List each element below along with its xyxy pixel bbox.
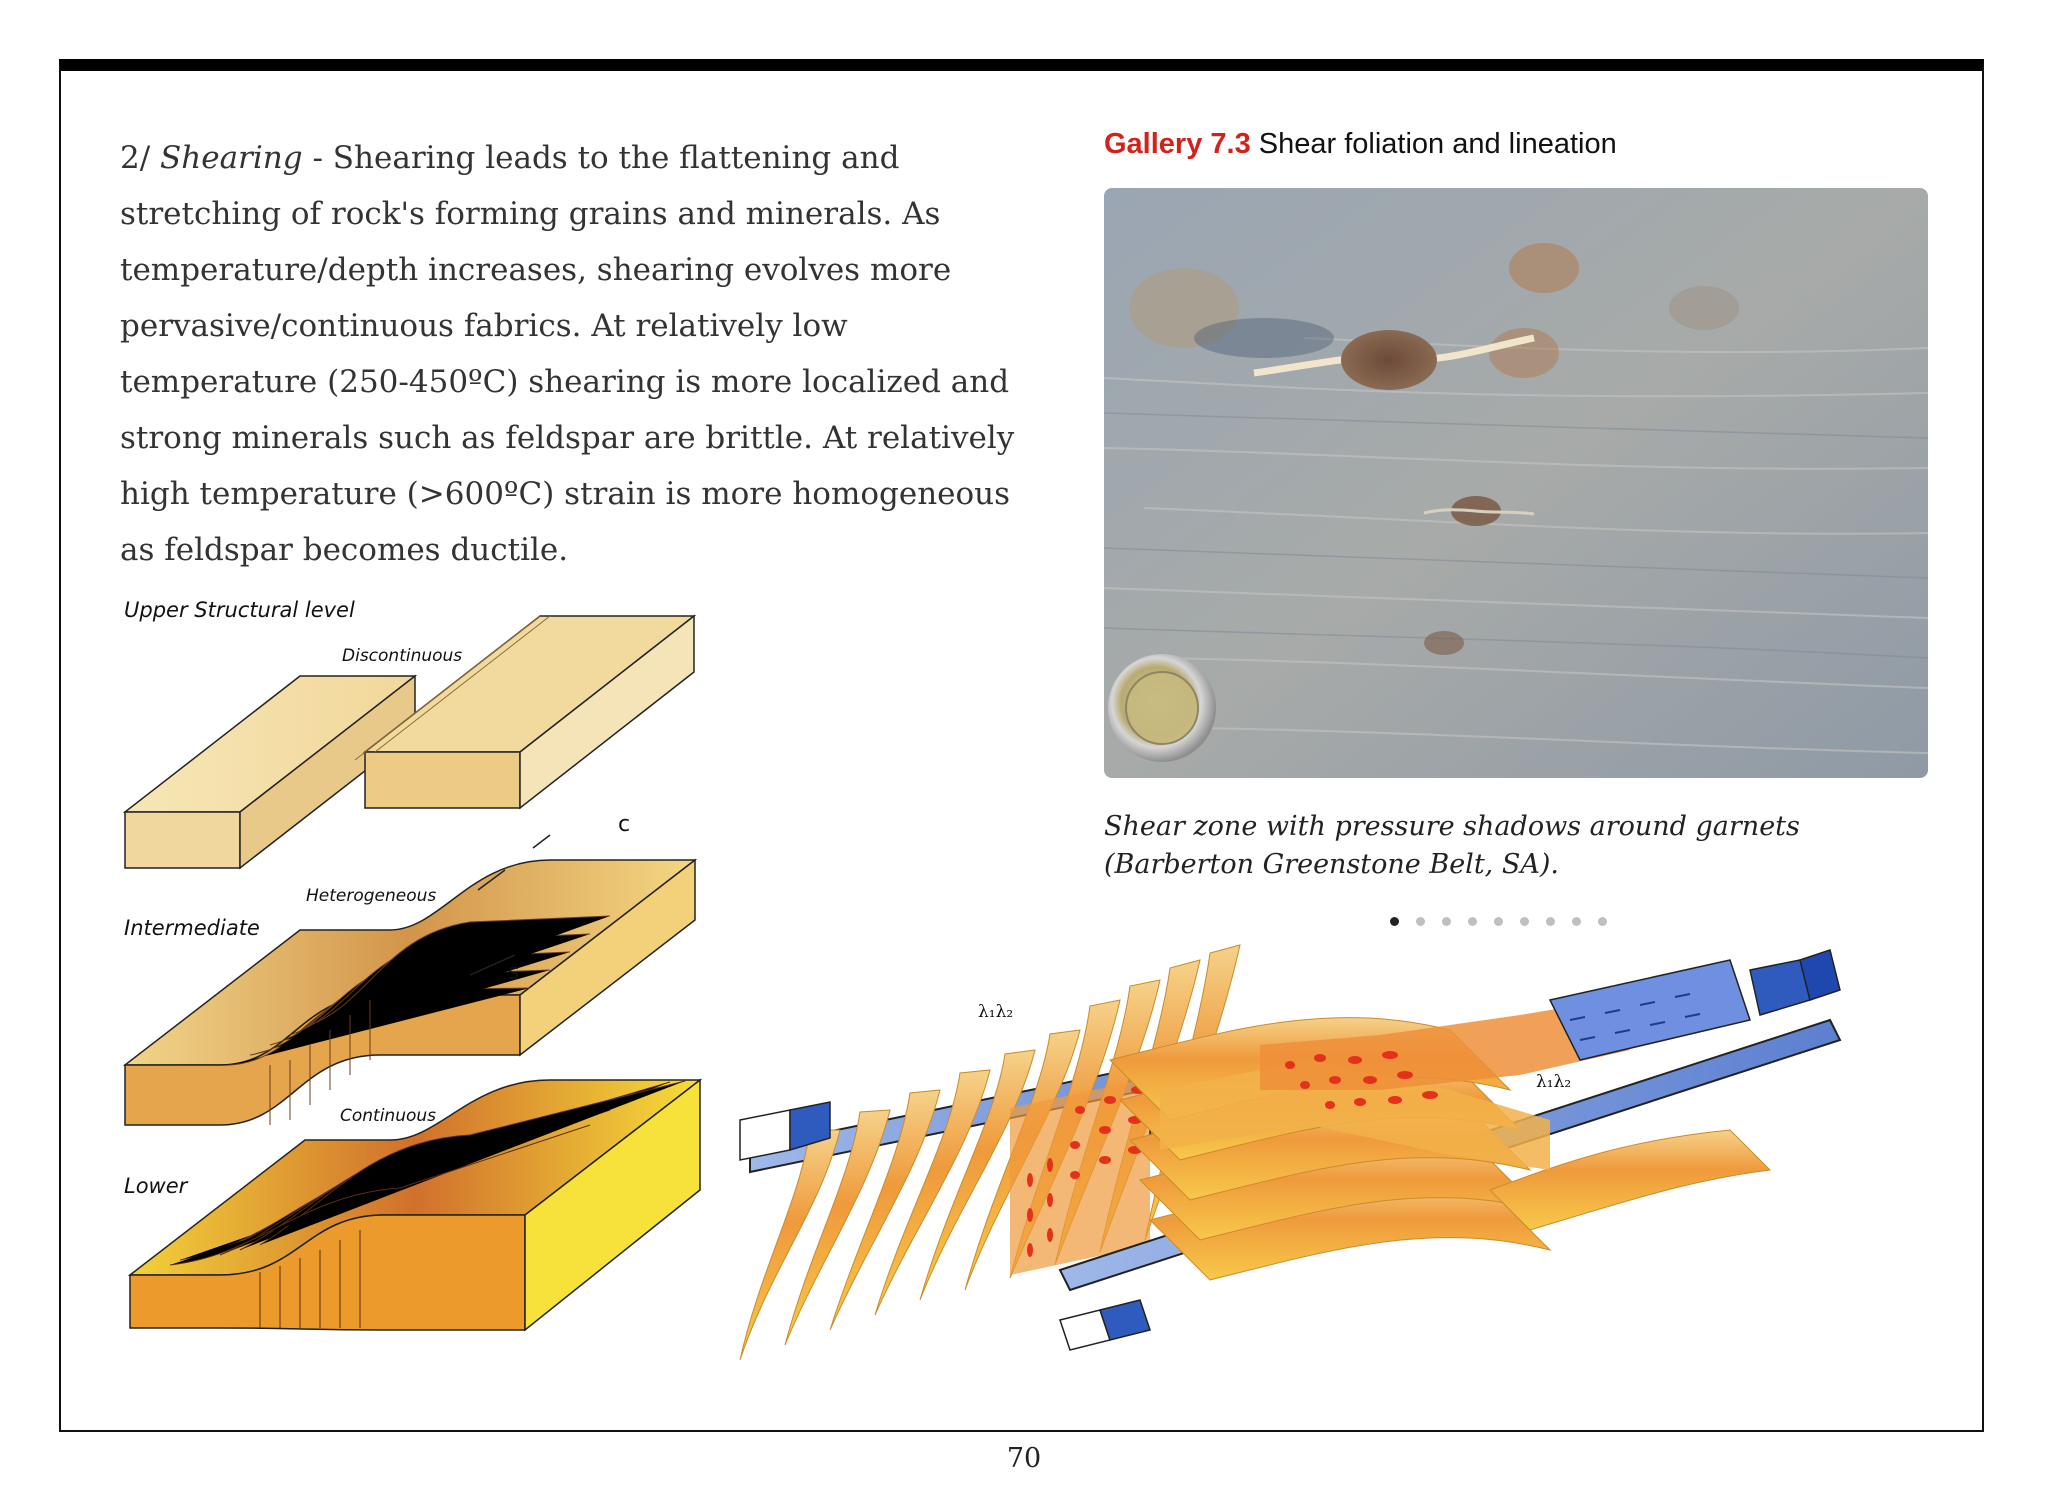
gallery-pagination (1390, 914, 1607, 928)
section-term: Shearing (160, 140, 303, 176)
gallery-title-text: Shear foliation and lineation (1258, 128, 1617, 160)
gallery-number: Gallery 7.3 (1104, 128, 1251, 160)
structural-levels-figure (110, 590, 730, 1350)
gallery-photo[interactable] (1104, 188, 1928, 778)
label-heterogeneous: Heterogeneous (306, 886, 437, 906)
pagination-dot[interactable] (1494, 917, 1503, 926)
body-paragraph (120, 130, 1050, 578)
section-number: 2/ (120, 140, 151, 176)
pagination-dot[interactable] (1572, 917, 1581, 926)
pagination-dot[interactable] (1546, 917, 1555, 926)
gallery-caption: Shear zone with pressure shadows around garnets (Barberton Greenstone Belt, SA). (1104, 811, 1800, 880)
pagination-dot[interactable] (1520, 917, 1529, 926)
shear-sheets-diagram (730, 940, 1910, 1380)
pagination-dot[interactable] (1442, 917, 1451, 926)
label-discontinuous: Discontinuous (342, 646, 463, 666)
label-s: s (508, 960, 520, 985)
structural-levels-diagram (110, 590, 730, 1350)
label-intermediate: Intermediate (124, 916, 260, 940)
gallery-title (1104, 128, 1617, 161)
pagination-dot[interactable] (1416, 917, 1425, 926)
pagination-dot[interactable] (1468, 917, 1477, 926)
page-number: 70 (1006, 1443, 1042, 1474)
label-c: c (618, 812, 631, 837)
shear-sheets-figure (730, 940, 1910, 1380)
label-upper: Upper Structural level (124, 598, 355, 622)
pagination-dot[interactable] (1390, 917, 1399, 926)
label-continuous: Continuous (340, 1106, 437, 1126)
label-lambda-right: λ₁λ₂ (1536, 1072, 1572, 1092)
label-lower: Lower (124, 1174, 188, 1198)
body-text: - Shearing leads to the flattening and stretching of rock's forming grains and minerals. As temperature/depth increases, shearing evolves more pervasive/continuous fabrics. At relatively low temperature (250-450ºC) shearing is more localized and strong minerals such as feldspar are brittle. At relatively high temperature (>600ºC) strain is more homogeneous as feldspar becomes ductile. (120, 140, 1015, 568)
rock-photo-image (1104, 188, 1928, 778)
label-lambda-left: λ₁λ₂ (978, 1002, 1014, 1022)
pagination-dot[interactable] (1598, 917, 1607, 926)
